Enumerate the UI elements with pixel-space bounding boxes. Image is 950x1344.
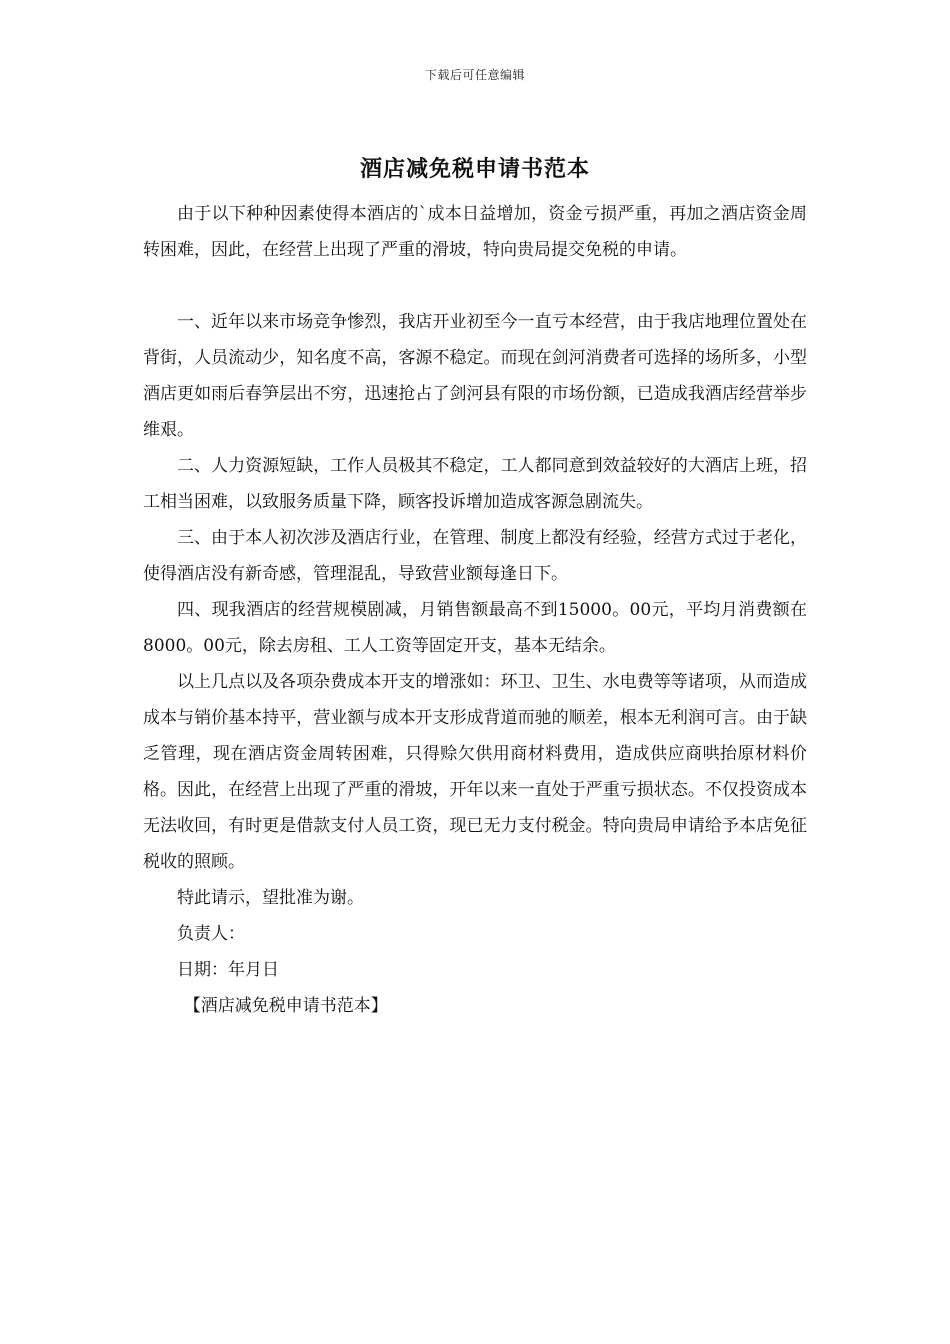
reason-four-paragraph: 四、现我酒店的经营规模剧减，月销售额最高不到15000。00元，平均月消费额在8000。00元，除去房租、工人工资等固定开支，基本无结余。 bbox=[143, 600, 807, 656]
responsible-person-label: 负责人： bbox=[177, 924, 245, 944]
reason-three-paragraph: 三、由于本人初次涉及酒店行业，在管理、制度上都没有经验，经营方式过于老化，使得酒店没有新奇感，管理混乱，导致营业额每逢日下。 bbox=[143, 528, 807, 584]
summary-paragraph: 以上几点以及各项杂费成本开支的增涨如：环卫、卫生、水电费等等诸项，从而造成成本与销价基本持平，营业额与成本开支形成背道而驰的顺差，根本无利润可言。由于缺乏管理，现在酒店资金周转困难，只得赊欠供用商材料费用，造成供应商哄抬原材料价格。因此，在经营上出现了严重的滑坡，开年以来一直处于严重亏损状态。不仅投资成本无法收回，有时更是借款支付人员工资，现已无力支付税金。特向贵局申请给予本店免征税收的照顾。 bbox=[143, 672, 807, 872]
document-body bbox=[143, 196, 807, 1024]
document-title: 酒店减免税申请书范本 bbox=[359, 156, 590, 182]
reason-two-paragraph: 二、人力资源短缺，工作人员极其不稳定，工人都同意到效益较好的大酒店上班，招工相当困难，以致服务质量下降，顾客投诉增加造成客源急剧流失。 bbox=[143, 456, 807, 512]
footer-title: 【酒店减免税申请书范本】 bbox=[183, 996, 388, 1016]
reason-one-paragraph: 一、近年以来市场竞争惨烈，我店开业初至今一直亏本经营，由于我店地理位置处在背街，人员流动少，知名度不高，客源不稳定。而现在剑河消费者可选择的场所多，小型酒店更如雨后春笋层出不穷，迅速抢占了剑河县有限的市场份额，已造成我酒店经营举步维艰。 bbox=[143, 312, 807, 440]
date-label: 日期：年月日 bbox=[177, 960, 279, 980]
intro-paragraph: 由于以下种种因素使得本酒店的`成本日益增加，资金亏损严重，再加之酒店资金周转困难，因此，在经营上出现了严重的滑坡，特向贵局提交免税的申请。 bbox=[143, 204, 807, 260]
header-note: 下载后可任意编辑 bbox=[424, 68, 525, 82]
closing-paragraph: 特此请示，望批准为谢。 bbox=[177, 888, 364, 908]
